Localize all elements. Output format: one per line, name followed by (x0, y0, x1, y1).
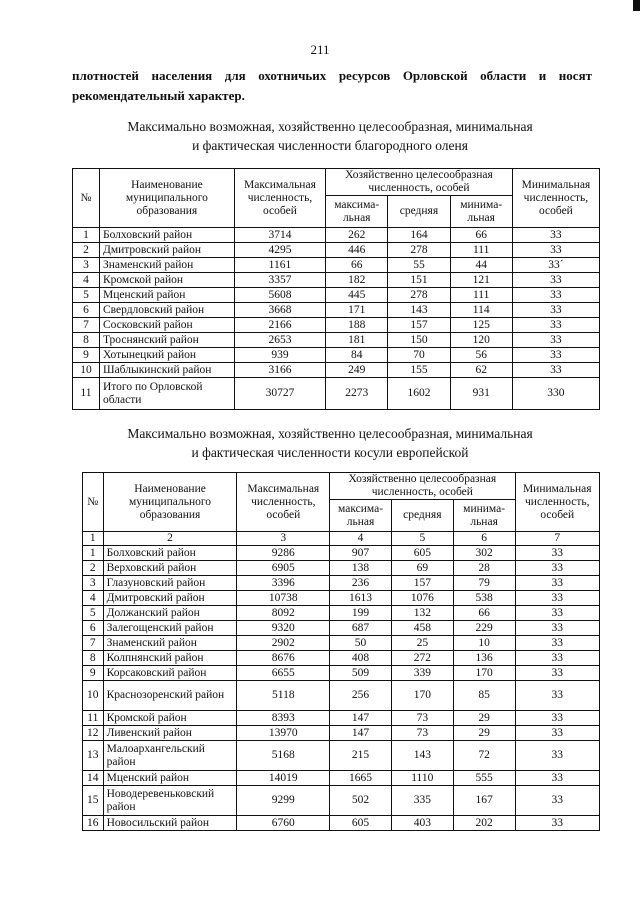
district-name: Корсаковский район (103, 666, 237, 681)
max-count: 3166 (234, 363, 325, 378)
econ-min-count: 114 (450, 303, 512, 318)
econ-min-count: 56 (450, 348, 512, 363)
econ-avg-count: 70 (388, 348, 450, 363)
econ-max-count: 181 (326, 333, 388, 348)
econ-avg-count: 143 (388, 303, 450, 318)
econ-min-count: 555 (453, 771, 515, 786)
table-row (83, 771, 600, 786)
max-count: 6655 (237, 666, 330, 681)
max-count: 3714 (234, 228, 325, 243)
econ-min-count: 120 (450, 333, 512, 348)
header-num: № (73, 169, 100, 228)
econ-min-count: 229 (453, 621, 515, 636)
header-econ-min: минима-льная (450, 196, 512, 228)
table-row (83, 606, 600, 621)
row-number: 14 (83, 771, 104, 786)
econ-avg-count: 157 (391, 576, 453, 591)
header-max: Максимальная численность, особей (234, 169, 325, 228)
min-count: 33 (512, 348, 599, 363)
econ-max-count: 1613 (330, 591, 392, 606)
econ-avg-count: 69 (391, 561, 453, 576)
econ-min-count: 85 (453, 681, 515, 711)
district-name: Новодеревеньковский район (103, 786, 237, 816)
header-econ-min: минима-льная (453, 500, 515, 532)
min-count: 33 (515, 771, 599, 786)
table-row (83, 726, 600, 741)
row-number: 13 (83, 741, 104, 771)
max-count: 3668 (234, 303, 325, 318)
max-count: 5608 (234, 288, 325, 303)
row-number: 1 (73, 228, 100, 243)
district-name: Колпнянский район (103, 651, 237, 666)
district-name: Знаменский район (103, 636, 237, 651)
column-number: 2 (103, 532, 237, 546)
min-count: 33 (515, 546, 599, 561)
econ-min-count: 79 (453, 576, 515, 591)
econ-max-count: 215 (330, 741, 392, 771)
district-name: Дмитровский район (103, 591, 237, 606)
district-name: Залегощенский район (103, 621, 237, 636)
econ-min-count: 202 (453, 816, 515, 831)
max-count: 8092 (237, 606, 330, 621)
econ-avg-count: 335 (391, 786, 453, 816)
table-row (83, 621, 600, 636)
district-name: Болховский район (99, 228, 234, 243)
econ-max-count: 605 (330, 816, 392, 831)
table-row (73, 273, 600, 288)
econ-avg-count: 73 (391, 711, 453, 726)
min-count: 33 (515, 591, 599, 606)
table-row (83, 561, 600, 576)
table-row (83, 741, 600, 771)
econ-avg-count: 25 (391, 636, 453, 651)
econ-avg-count: 1110 (391, 771, 453, 786)
table-row (83, 636, 600, 651)
econ-avg-count: 151 (388, 273, 450, 288)
row-number: 6 (73, 303, 100, 318)
district-name: Сосковский район (99, 318, 234, 333)
econ-max-count: 509 (330, 666, 392, 681)
max-count: 8676 (237, 651, 330, 666)
econ-avg-count: 1076 (391, 591, 453, 606)
row-number: 7 (83, 636, 104, 651)
max-count: 14019 (237, 771, 330, 786)
roe-table-title (60, 424, 600, 462)
district-name: Мценский район (99, 288, 234, 303)
district-name: Должанский район (103, 606, 237, 621)
econ-min-count: 72 (453, 741, 515, 771)
min-count: 33 (515, 621, 599, 636)
column-number: 5 (391, 532, 453, 546)
district-name: Верховский район (103, 561, 237, 576)
header-econ-avg: средняя (388, 196, 450, 228)
econ-max-count: 445 (326, 288, 388, 303)
econ-min-count: 538 (453, 591, 515, 606)
min-count: 33 (512, 363, 599, 378)
econ-avg-count: 150 (388, 333, 450, 348)
max-count: 9320 (237, 621, 330, 636)
row-number: 7 (73, 318, 100, 333)
row-number: 4 (83, 591, 104, 606)
econ-max-count: 907 (330, 546, 392, 561)
econ-max-count: 147 (330, 711, 392, 726)
table-row (73, 243, 600, 258)
column-number: 7 (515, 532, 599, 546)
max-count: 9299 (237, 786, 330, 816)
econ-max-count: 138 (330, 561, 392, 576)
max-count: 13970 (237, 726, 330, 741)
econ-min-count: 29 (453, 711, 515, 726)
max-count: 6760 (237, 816, 330, 831)
min-count: 33 (515, 576, 599, 591)
min-count: 330 (512, 378, 599, 410)
row-number: 10 (83, 681, 104, 711)
max-count: 4295 (234, 243, 325, 258)
max-count: 1161 (234, 258, 325, 273)
page-number: 211 (310, 42, 330, 57)
econ-avg-count: 1602 (388, 378, 450, 410)
min-count: 33 (515, 741, 599, 771)
row-number: 11 (73, 378, 100, 410)
min-count: 33 (515, 561, 599, 576)
econ-max-count: 66 (326, 258, 388, 273)
econ-min-count: 931 (450, 378, 512, 410)
row-number: 9 (83, 666, 104, 681)
min-count: 33 (515, 726, 599, 741)
econ-min-count: 66 (453, 606, 515, 621)
district-name: Дмитровский район (99, 243, 234, 258)
table-row (83, 546, 600, 561)
row-number: 6 (83, 621, 104, 636)
header-econ-max: максима-льная (330, 500, 392, 532)
econ-max-count: 2273 (326, 378, 388, 410)
econ-min-count: 62 (450, 363, 512, 378)
max-count: 3357 (234, 273, 325, 288)
max-count: 939 (234, 348, 325, 363)
row-number: 3 (73, 258, 100, 273)
table-row (83, 591, 600, 606)
econ-avg-count: 403 (391, 816, 453, 831)
econ-min-count: 302 (453, 546, 515, 561)
econ-max-count: 1665 (330, 771, 392, 786)
table-row (83, 576, 600, 591)
table-row (73, 333, 600, 348)
econ-max-count: 50 (330, 636, 392, 651)
max-count: 3396 (237, 576, 330, 591)
min-count: 33 (515, 636, 599, 651)
econ-min-count: 167 (453, 786, 515, 816)
econ-avg-count: 339 (391, 666, 453, 681)
district-name: Глазуновский район (103, 576, 237, 591)
roe-table (82, 472, 600, 831)
max-count: 8393 (237, 711, 330, 726)
table-row (83, 666, 600, 681)
row-number: 2 (73, 243, 100, 258)
table-row (83, 816, 600, 831)
row-number: 9 (73, 348, 100, 363)
total-row (73, 378, 600, 410)
column-numbers-row (83, 532, 600, 546)
max-count: 30727 (234, 378, 325, 410)
district-name: Болховский район (103, 546, 237, 561)
econ-avg-count: 157 (388, 318, 450, 333)
deer-title-line-2: и фактическая численности благородного оленя (192, 138, 468, 153)
econ-min-count: 111 (450, 288, 512, 303)
econ-min-count: 28 (453, 561, 515, 576)
deer-table-title (60, 117, 600, 155)
district-name: Шаблыкинский район (99, 363, 234, 378)
table-row (73, 258, 600, 273)
header-min: Минимальная численность, особей (512, 169, 599, 228)
intro-paragraph: плотностей населения для охотничьих ресурсов Орловской области и носят рекомендательный характер. (72, 68, 592, 103)
max-count: 2902 (237, 636, 330, 651)
min-count: 33 (512, 243, 599, 258)
econ-avg-count: 132 (391, 606, 453, 621)
district-name: Ливенский район (103, 726, 237, 741)
max-count: 10738 (237, 591, 330, 606)
max-count: 2166 (234, 318, 325, 333)
econ-min-count: 121 (450, 273, 512, 288)
district-name: Мценский район (103, 771, 237, 786)
econ-min-count: 66 (450, 228, 512, 243)
econ-max-count: 262 (326, 228, 388, 243)
econ-max-count: 687 (330, 621, 392, 636)
column-number: 6 (453, 532, 515, 546)
district-name: Свердловский район (99, 303, 234, 318)
econ-avg-count: 278 (388, 243, 450, 258)
econ-avg-count: 55 (388, 258, 450, 273)
econ-max-count: 446 (326, 243, 388, 258)
econ-max-count: 147 (330, 726, 392, 741)
econ-avg-count: 155 (388, 363, 450, 378)
header-name: Наименование муниципального образования (99, 169, 234, 228)
max-count: 6905 (237, 561, 330, 576)
econ-max-count: 84 (326, 348, 388, 363)
header-name: Наименование муниципального образования (103, 473, 237, 532)
econ-min-count: 10 (453, 636, 515, 651)
min-count: 33 (512, 273, 599, 288)
district-name: Кромской район (99, 273, 234, 288)
header-econ: Хозяйственно целесообразная численность, особей (330, 473, 515, 500)
min-count: 33 (515, 606, 599, 621)
min-count: 33 (512, 333, 599, 348)
econ-max-count: 502 (330, 786, 392, 816)
econ-max-count: 188 (326, 318, 388, 333)
econ-min-count: 170 (453, 666, 515, 681)
roe-title-line-2: и фактическая численности косули европейской (191, 445, 469, 460)
column-number: 4 (330, 532, 392, 546)
econ-max-count: 199 (330, 606, 392, 621)
row-number: 3 (83, 576, 104, 591)
row-number: 8 (73, 333, 100, 348)
district-name: Знаменский район (99, 258, 234, 273)
min-count: 33 (515, 786, 599, 816)
header-econ-avg: средняя (391, 500, 453, 532)
min-count: 33 (515, 816, 599, 831)
header-econ: Хозяйственно целесообразная численность, особей (326, 169, 513, 196)
econ-min-count: 29 (453, 726, 515, 741)
table-row (73, 348, 600, 363)
deer-title-line-1: Максимально возможная, хозяйственно целесообразная, минимальная (127, 119, 533, 134)
econ-max-count: 249 (326, 363, 388, 378)
table-row (83, 786, 600, 816)
econ-max-count: 408 (330, 651, 392, 666)
max-count: 5168 (237, 741, 330, 771)
header-econ-max: максима-льная (326, 196, 388, 228)
max-count: 2653 (234, 333, 325, 348)
min-count: 33 (512, 228, 599, 243)
table-row (83, 651, 600, 666)
header-min: Минимальная численность, особей (515, 473, 599, 532)
row-number: 12 (83, 726, 104, 741)
min-count: 33 (515, 711, 599, 726)
row-number: 4 (73, 273, 100, 288)
econ-avg-count: 458 (391, 621, 453, 636)
district-name: Малоархангельский район (103, 741, 237, 771)
econ-min-count: 111 (450, 243, 512, 258)
district-name: Хотынецкий район (99, 348, 234, 363)
econ-avg-count: 605 (391, 546, 453, 561)
row-number: 15 (83, 786, 104, 816)
row-number: 1 (83, 546, 104, 561)
district-name: Кромской район (103, 711, 237, 726)
min-count: 33 (512, 288, 599, 303)
row-number: 16 (83, 816, 104, 831)
column-number: 1 (83, 532, 104, 546)
econ-min-count: 136 (453, 651, 515, 666)
row-number: 8 (83, 651, 104, 666)
min-count: 33 (512, 303, 599, 318)
row-number: 11 (83, 711, 104, 726)
econ-min-count: 44 (450, 258, 512, 273)
econ-avg-count: 272 (391, 651, 453, 666)
econ-avg-count: 143 (391, 741, 453, 771)
econ-avg-count: 278 (388, 288, 450, 303)
econ-avg-count: 170 (391, 681, 453, 711)
total-label: Итого по Орловской области (99, 378, 234, 410)
row-number: 5 (83, 606, 104, 621)
row-number: 5 (73, 288, 100, 303)
header-max: Максимальная численность, особей (237, 473, 330, 532)
page-corner-mark (633, 0, 640, 11)
roe-title-line-1: Максимально возможная, хозяйственно целесообразная, минимальная (127, 426, 533, 441)
econ-max-count: 236 (330, 576, 392, 591)
table-row (73, 228, 600, 243)
table-row (73, 363, 600, 378)
max-count: 9286 (237, 546, 330, 561)
econ-avg-count: 164 (388, 228, 450, 243)
district-name: Новосильский район (103, 816, 237, 831)
econ-max-count: 182 (326, 273, 388, 288)
table-row (73, 318, 600, 333)
econ-avg-count: 73 (391, 726, 453, 741)
table-row (73, 288, 600, 303)
row-number: 10 (73, 363, 100, 378)
table-row (83, 711, 600, 726)
min-count: 33 (515, 666, 599, 681)
district-name: Троснянский район (99, 333, 234, 348)
row-number: 2 (83, 561, 104, 576)
column-number: 3 (237, 532, 330, 546)
econ-max-count: 171 (326, 303, 388, 318)
econ-max-count: 256 (330, 681, 392, 711)
max-count: 5118 (237, 681, 330, 711)
table-row (83, 681, 600, 711)
header-num: № (83, 473, 104, 532)
min-count: 33 (512, 318, 599, 333)
min-count: 33 (515, 651, 599, 666)
district-name: Краснозоренский район (103, 681, 237, 711)
deer-table (72, 168, 600, 410)
min-count: 33´ (512, 258, 599, 273)
table-row (73, 303, 600, 318)
min-count: 33 (515, 681, 599, 711)
econ-min-count: 125 (450, 318, 512, 333)
